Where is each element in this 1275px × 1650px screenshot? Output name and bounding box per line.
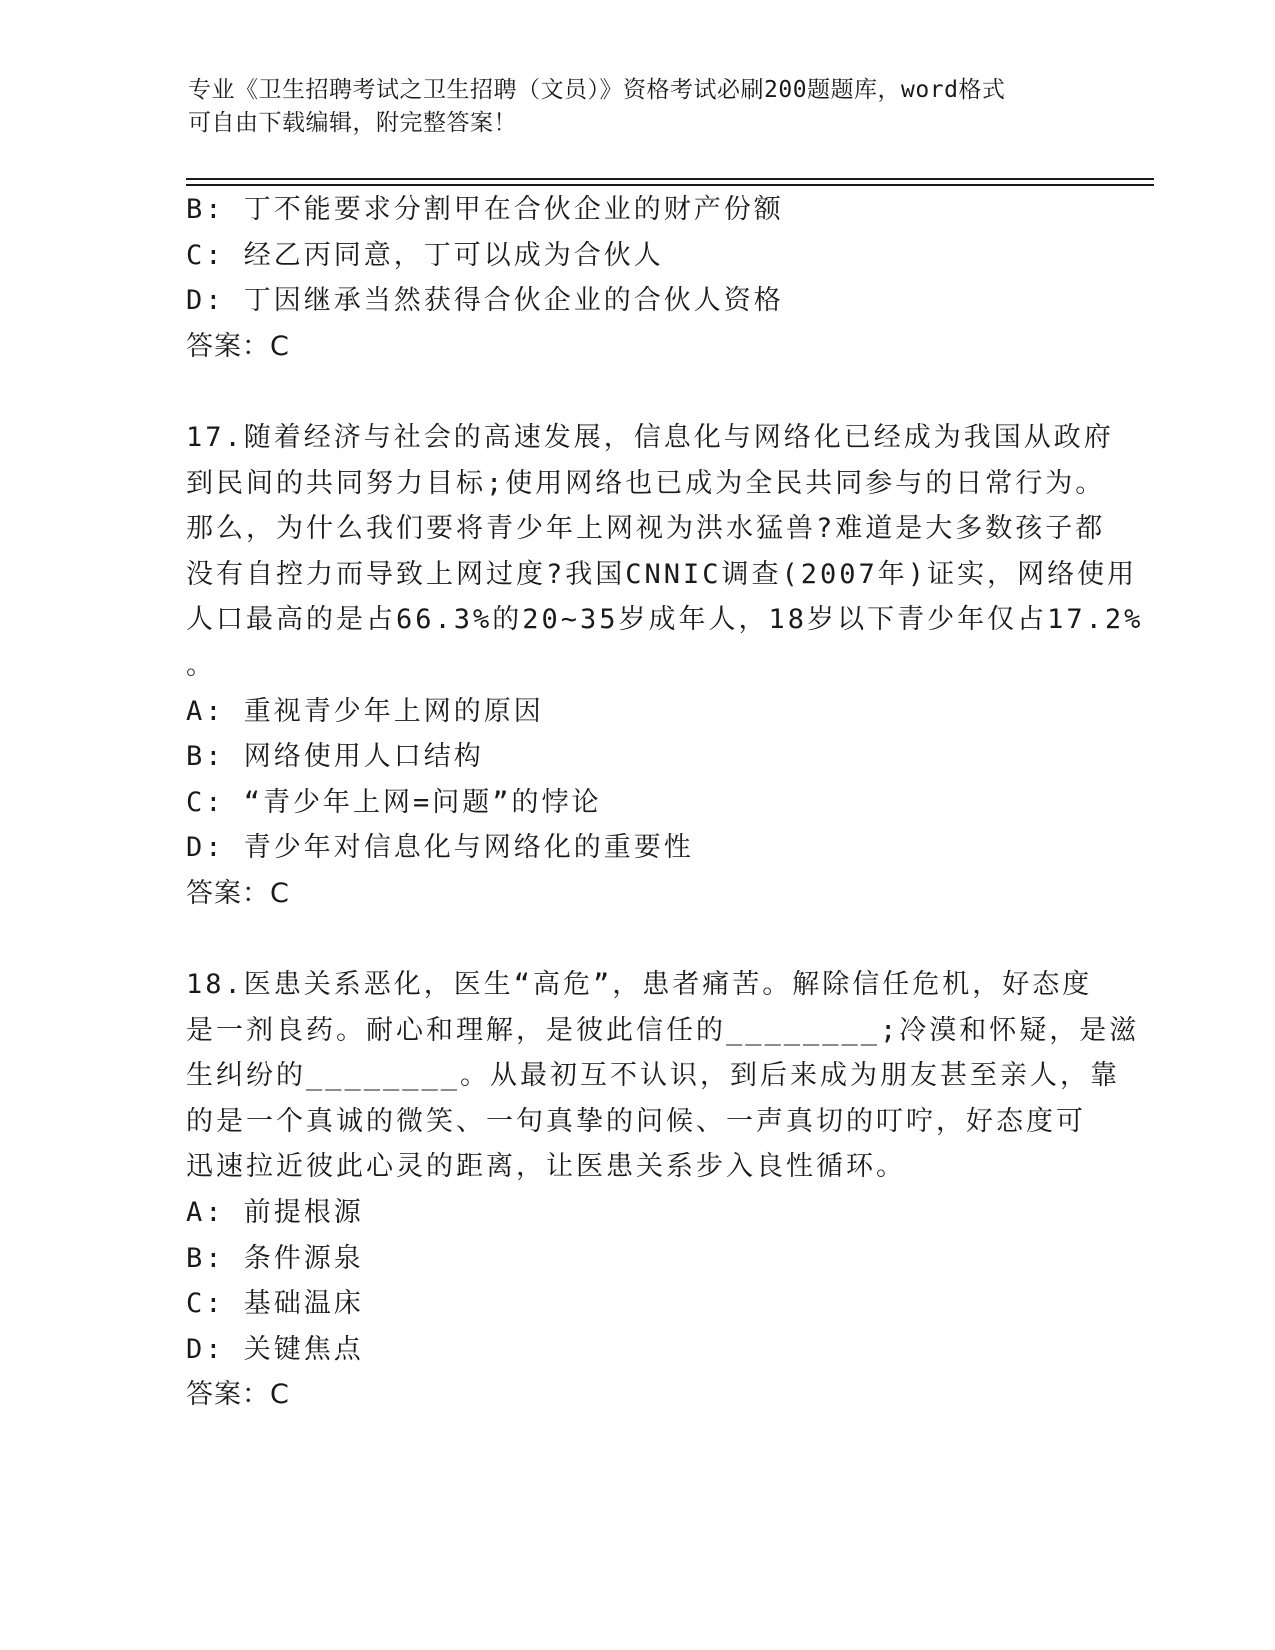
q18-stem-line: 生纠纷的________。从最初互不认识，到后来成为朋友甚至亲人，靠	[186, 1060, 1121, 1092]
q17-answer: 答案：C	[186, 877, 290, 909]
question-17	[186, 415, 1144, 917]
q17-stem-line: 那么，为什么我们要将青少年上网视为洪水猛兽?难道是大多数孩子都	[186, 513, 1106, 545]
question-18	[186, 962, 1140, 1418]
q18-stem-line: 是一剂良药。耐心和理解，是彼此信任的________;冷漠和怀疑，是滋	[186, 1014, 1140, 1046]
header-title-line-1: 专业《卫生招聘考试之卫生招聘（文员）》资格考试必刷200题题库，word格式	[188, 77, 1006, 103]
question-gap	[186, 369, 1086, 415]
q16-option-b: B: 丁不能要求分割甲在合伙企业的财产份额	[186, 194, 784, 225]
q17-option-d: D: 青少年对信息化与网络化的重要性	[186, 832, 694, 864]
q18-option-b: B: 条件源泉	[186, 1242, 364, 1274]
q17-option-a: A: 重视青少年上网的原因	[186, 695, 544, 727]
header-title-line-2: 可自由下载编辑，附完整答案！	[188, 110, 517, 136]
document-header	[188, 74, 1088, 140]
q18-stem-line: 的是一个真诚的微笑、一句真挚的问候、一声真切的叮咛，好态度可	[186, 1105, 1086, 1137]
q17-stem-line: 。	[186, 649, 216, 681]
q18-stem-line: 迅速拉近彼此心灵的距离，让医患关系步入良性循环。	[186, 1151, 906, 1183]
q17-option-b: B: 网络使用人口结构	[186, 741, 484, 773]
q18-option-a: A: 前提根源	[186, 1197, 364, 1229]
q17-stem-line: 没有自控力而导致上网过度?我国CNNIC调查(2007年)证实，网络使用	[186, 558, 1138, 590]
question-16-tail	[186, 187, 1086, 369]
q18-stem-line: 18.医患关系恶化，医生“高危”，患者痛苦。解除信任危机，好态度	[186, 969, 1093, 1001]
q17-stem-line: 人口最高的是占66.3%的20~35岁成年人，18岁以下青少年仅占17.2%	[186, 604, 1144, 636]
q18-option-c: C: 基础温床	[186, 1288, 364, 1320]
q16-option-c: C: 经乙丙同意，丁可以成为合伙人	[186, 239, 664, 271]
q18-option-d: D: 关键焦点	[186, 1333, 364, 1365]
q17-stem-line: 17.随着经济与社会的高速发展，信息化与网络化已经成为我国从政府	[186, 421, 1114, 453]
q17-option-c: C: “青少年上网=问题”的悖论	[186, 786, 602, 818]
q17-stem-line: 到民间的共同努力目标;使用网络也已成为全民共同参与的日常行为。	[186, 467, 1106, 499]
document-body	[186, 187, 1144, 1418]
question-gap	[186, 917, 1086, 963]
q18-answer: 答案：C	[186, 1379, 290, 1411]
header-divider-bottom	[186, 184, 1154, 186]
q16-answer: 答案：C	[186, 330, 290, 362]
header-divider-top	[186, 178, 1154, 180]
q16-option-d: D: 丁因继承当然获得合伙企业的合伙人资格	[186, 285, 784, 317]
